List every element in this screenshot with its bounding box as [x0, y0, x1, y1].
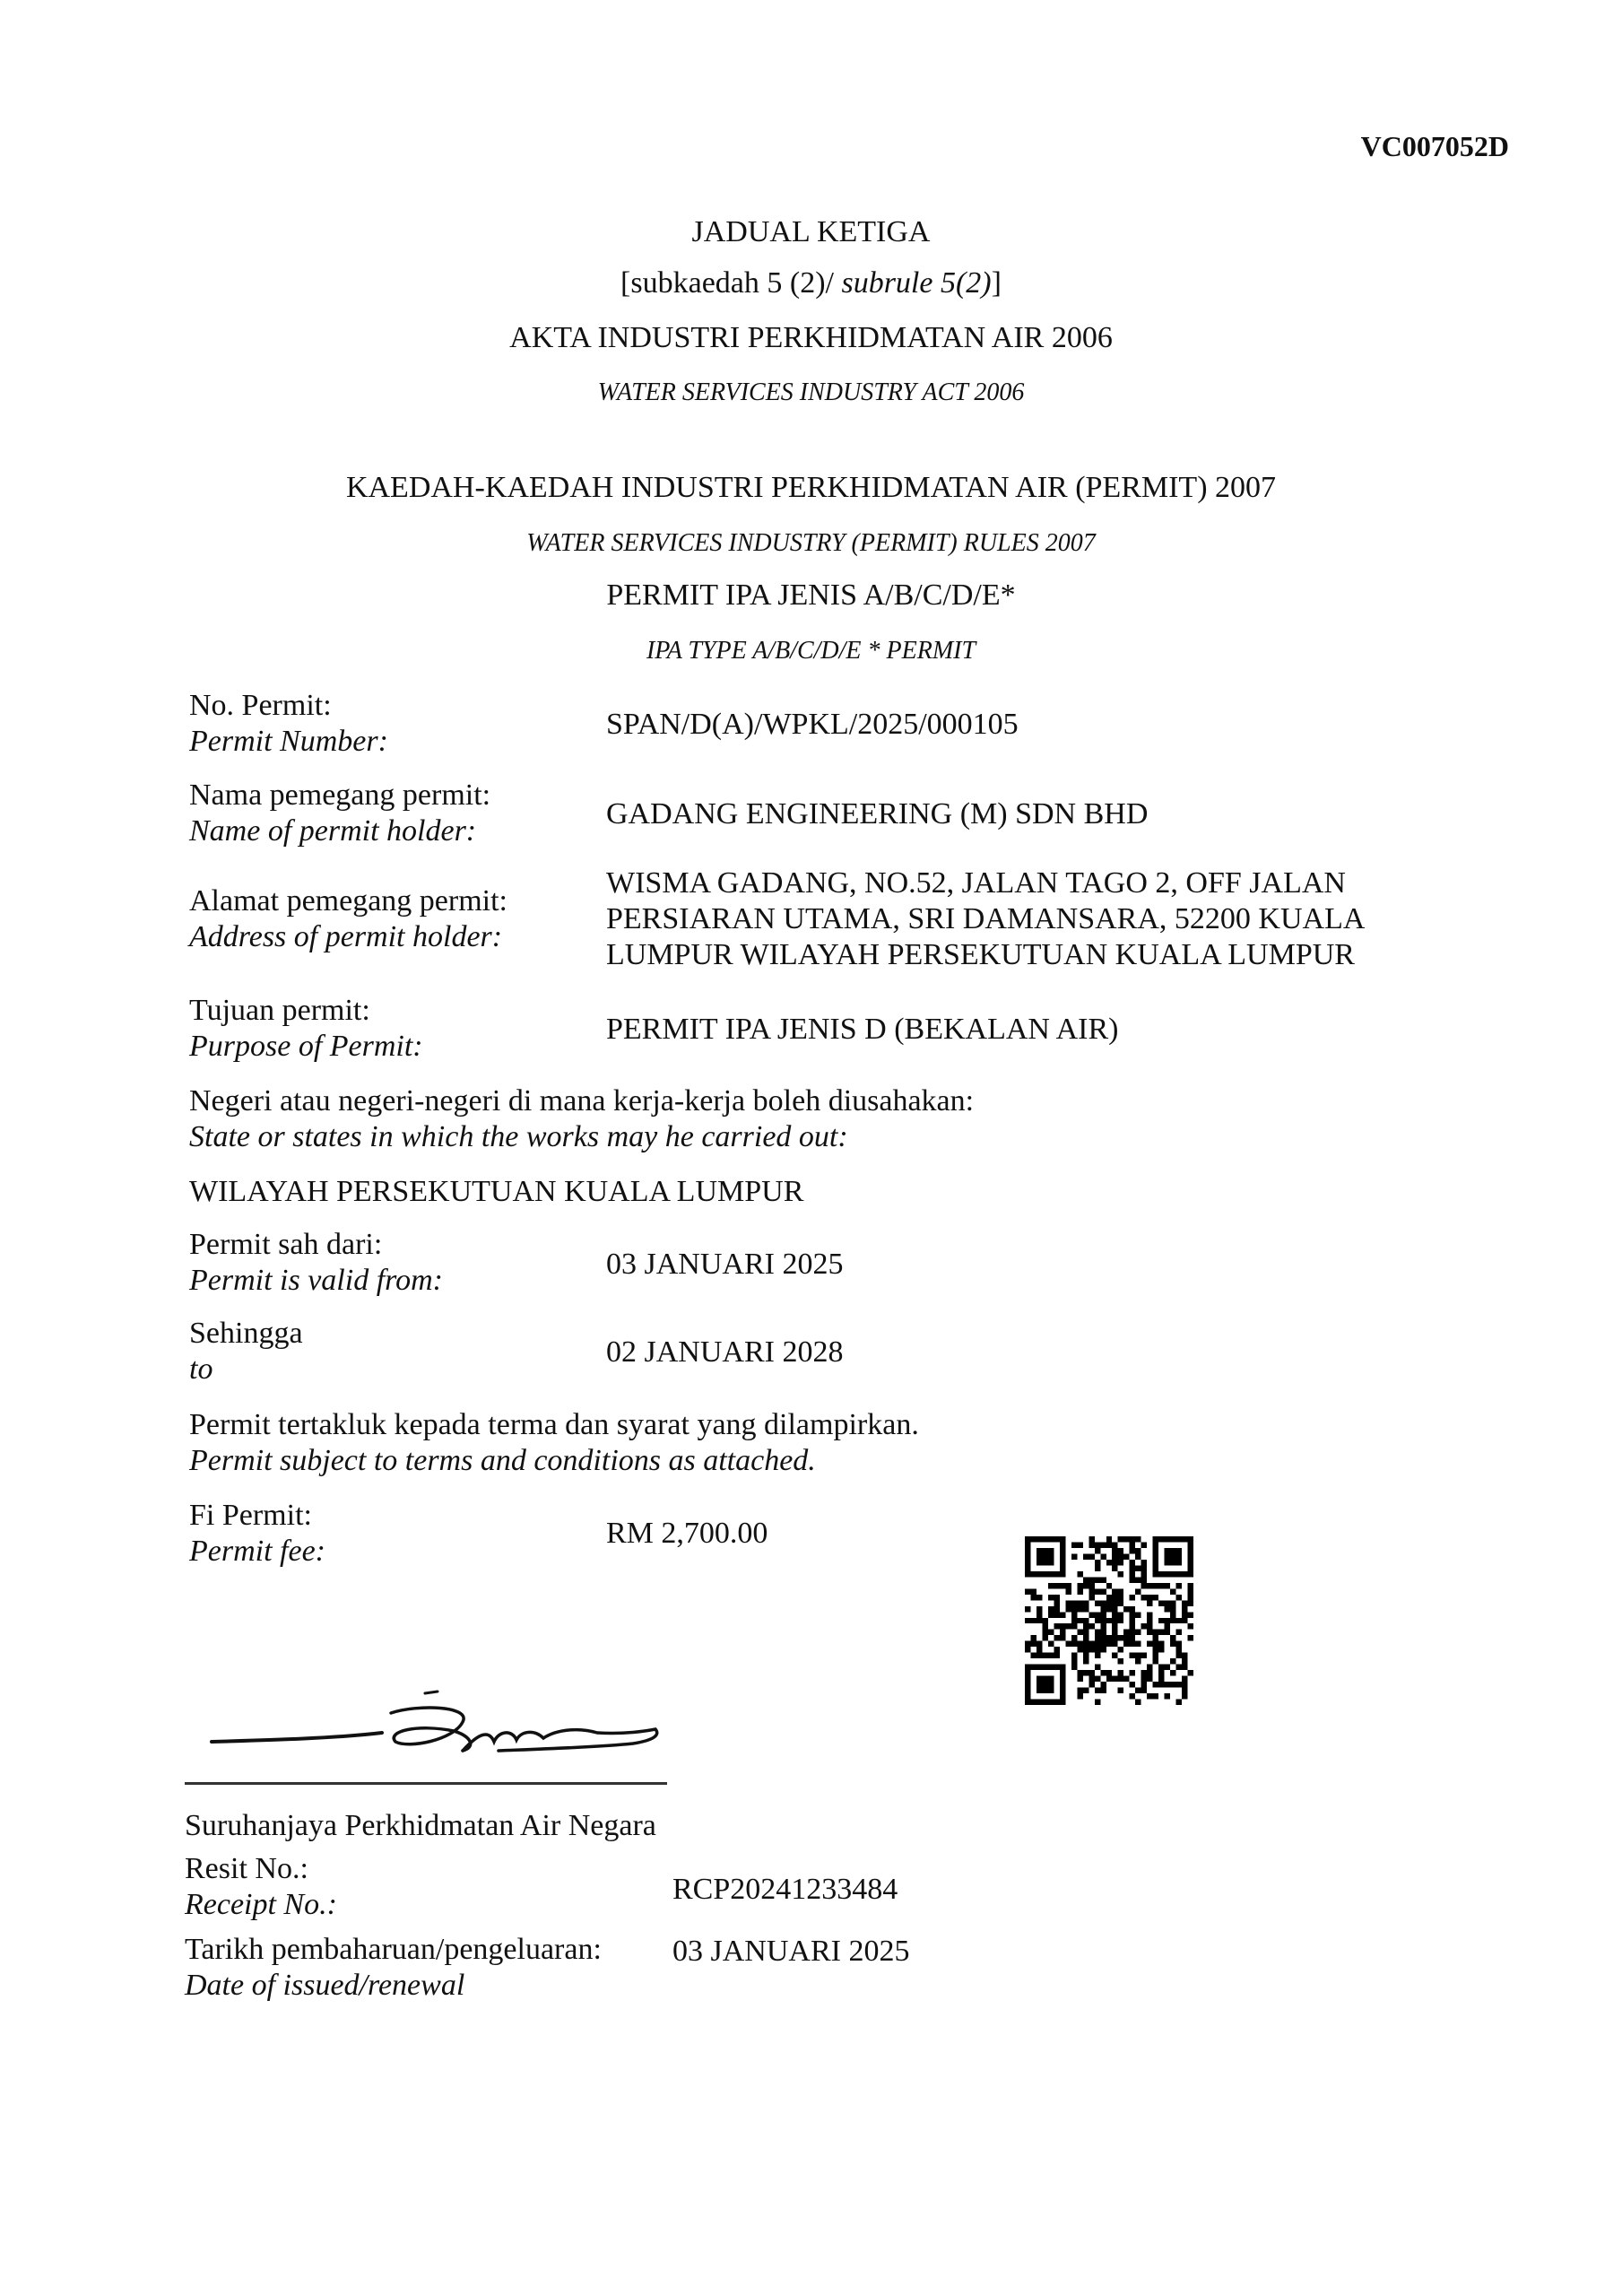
document-code: VC007052D [1360, 130, 1509, 162]
signature-line [185, 1782, 667, 1785]
states-label-en: State or states in which the works may he carried out: [189, 1120, 848, 1153]
valid-from-label-ms: Permit sah dari: [189, 1228, 383, 1261]
terms-ms: Permit tertakluk kepada terma dan syarat yang dilampirkan. [189, 1408, 919, 1441]
valid-from-label [189, 1227, 443, 1299]
subrule-plain: [subkaedah 5 (2)/ [620, 266, 842, 300]
valid-to-label [189, 1316, 303, 1387]
fee-label [189, 1498, 325, 1570]
states-label [189, 1083, 974, 1155]
address-line: PERSIARAN UTAMA, SRI DAMANSARA, 52200 KUALA [606, 902, 1366, 935]
holder-address-label-ms: Alamat pemegang permit: [189, 884, 507, 918]
receipt-label-en: Receipt No.: [185, 1888, 337, 1921]
valid-to-label-en: to [189, 1352, 213, 1386]
permit-number-label-ms: No. Permit: [189, 689, 332, 722]
permit-type-en: IPA TYPE A/B/C/D/E * PERMIT [646, 637, 976, 665]
permit-number-label [189, 688, 388, 760]
terms-statement [189, 1407, 919, 1479]
receipt-value: RCP20241233484 [672, 1873, 898, 1906]
holder-name-label [189, 778, 490, 849]
schedule-title: JADUAL KETIGA [691, 215, 931, 248]
issue-date-value: 03 JANUARI 2025 [672, 1935, 910, 1968]
valid-to-label-ms: Sehingga [189, 1317, 303, 1350]
authority-name: Suruhanjaya Perkhidmatan Air Negara [185, 1809, 656, 1842]
signature-graphic [203, 1677, 669, 1776]
qr-code-icon [1025, 1536, 1193, 1705]
valid-from-value: 03 JANUARI 2025 [606, 1248, 844, 1281]
purpose-label-ms: Tujuan permit: [189, 994, 370, 1027]
holder-address-label-en: Address of permit holder: [189, 920, 503, 953]
states-value: WILAYAH PERSEKUTUAN KUALA LUMPUR [189, 1175, 804, 1208]
permit-type-ms: PERMIT IPA JENIS A/B/C/D/E* [606, 578, 1016, 612]
issue-date-label-en: Date of issued/renewal [185, 1969, 465, 2002]
receipt-label-ms: Resit No.: [185, 1852, 308, 1885]
subrule-italic: subrule 5(2) [841, 266, 992, 300]
valid-from-label-en: Permit is valid from: [189, 1264, 443, 1297]
permit-number-value: SPAN/D(A)/WPKL/2025/000105 [606, 708, 1019, 741]
holder-name-value: GADANG ENGINEERING (M) SDN BHD [606, 797, 1149, 831]
address-line: LUMPUR WILAYAH PERSEKUTUAN KUALA LUMPUR [606, 938, 1355, 971]
act-title-ms: AKTA INDUSTRI PERKHIDMATAN AIR 2006 [509, 321, 1113, 354]
purpose-value: PERMIT IPA JENIS D (BEKALAN AIR) [606, 1013, 1119, 1046]
rules-title-ms: KAEDAH-KAEDAH INDUSTRI PERKHIDMATAN AIR (PERMIT) 2007 [345, 471, 1277, 504]
receipt-label [185, 1851, 337, 1923]
holder-address-value [606, 865, 1365, 973]
terms-en: Permit subject to terms and conditions as attached. [189, 1444, 816, 1477]
holder-name-label-ms: Nama pemegang permit: [189, 778, 491, 812]
address-line: WISMA GADANG, NO.52, JALAN TAGO 2, OFF JALAN [606, 866, 1346, 900]
fee-label-ms: Fi Permit: [189, 1499, 312, 1532]
purpose-label [189, 993, 423, 1065]
issue-date-label-ms: Tarikh pembaharuan/pengeluaran: [185, 1933, 602, 1966]
purpose-label-en: Purpose of Permit: [189, 1030, 423, 1063]
holder-name-label-en: Name of permit holder: [189, 814, 477, 848]
holder-address-label [189, 883, 507, 955]
valid-to-value: 02 JANUARI 2028 [606, 1335, 844, 1369]
permit-number-label-en: Permit Number: [189, 725, 388, 758]
subrule-reference [0, 266, 1622, 300]
states-label-ms: Negeri atau negeri-negeri di mana kerja-kerja boleh diusahakan: [189, 1084, 975, 1118]
fee-value: RM 2,700.00 [606, 1517, 768, 1550]
act-title-en: WATER SERVICES INDUSTRY ACT 2006 [597, 378, 1025, 406]
fee-label-en: Permit fee: [189, 1535, 325, 1568]
subrule-close: ] [991, 266, 1002, 300]
rules-title-en: WATER SERVICES INDUSTRY (PERMIT) RULES 2007 [526, 529, 1096, 557]
issue-date-label [185, 1932, 602, 2004]
